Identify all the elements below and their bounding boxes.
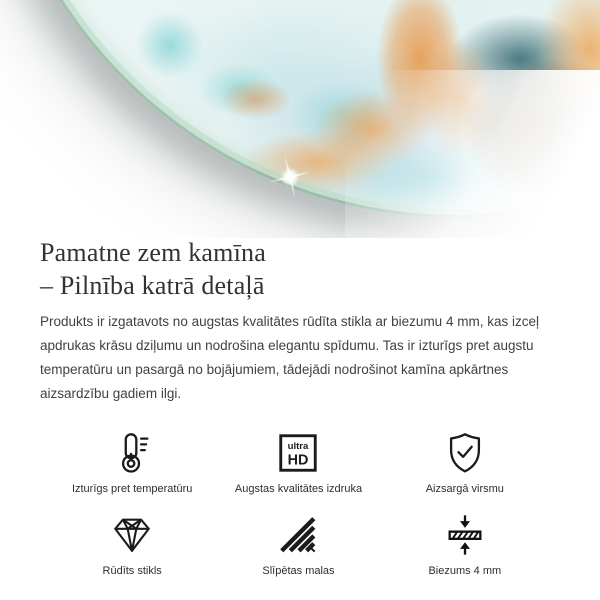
feature-surface-protection bbox=[382, 430, 548, 496]
page-title-line1: Pamatne zem kamīna bbox=[40, 238, 266, 267]
page-title-line2: – Pilnība katrā detaļā bbox=[40, 271, 265, 300]
feature-label: Rūdīts stikls bbox=[102, 565, 162, 577]
feature-label: Aizsargā virsmu bbox=[425, 483, 504, 495]
feature-label: Augstas kvalitātes izdruka bbox=[234, 483, 363, 495]
feature-temperature bbox=[49, 430, 215, 496]
feature-tempered-glass bbox=[49, 512, 215, 578]
feature-label: Izturīgs pret temperatūru bbox=[71, 483, 193, 495]
thickness-icon bbox=[442, 512, 488, 558]
features-grid bbox=[40, 430, 572, 578]
feature-print-quality bbox=[215, 430, 381, 496]
diamond-icon bbox=[109, 512, 155, 558]
product-image bbox=[0, 0, 600, 238]
feature-label: Biezums 4 mm bbox=[428, 565, 502, 577]
product-description: Produkts ir izgatavots no augstas kvalitātes rūdīta stikla ar biezumu 4 mm, kas izceļ apdrukas krāsu dziļumu un nodrošina elegantu spīdumu. Tas ir izturīgs pret augstu temperatūru un pasargā no bojājumiem, tādejādi nodrošinot kamīna apkārtnes aizsardzību gadiem ilgi. bbox=[40, 314, 539, 401]
ultra-hd-icon-text-top: ultra bbox=[288, 441, 309, 453]
beveled-edge-icon bbox=[275, 512, 321, 558]
thermometer-icon bbox=[109, 430, 155, 476]
page-title bbox=[40, 236, 572, 302]
image-fade-overlay bbox=[345, 70, 600, 238]
ultra-hd-icon bbox=[275, 430, 321, 476]
product-info-section bbox=[0, 236, 600, 578]
shield-check-icon bbox=[442, 430, 488, 476]
feature-label: Slīpētas malas bbox=[262, 565, 335, 577]
feature-thickness bbox=[382, 512, 548, 578]
ultra-hd-icon-text-bottom: HD bbox=[288, 452, 309, 469]
feature-beveled-edges bbox=[215, 512, 381, 578]
